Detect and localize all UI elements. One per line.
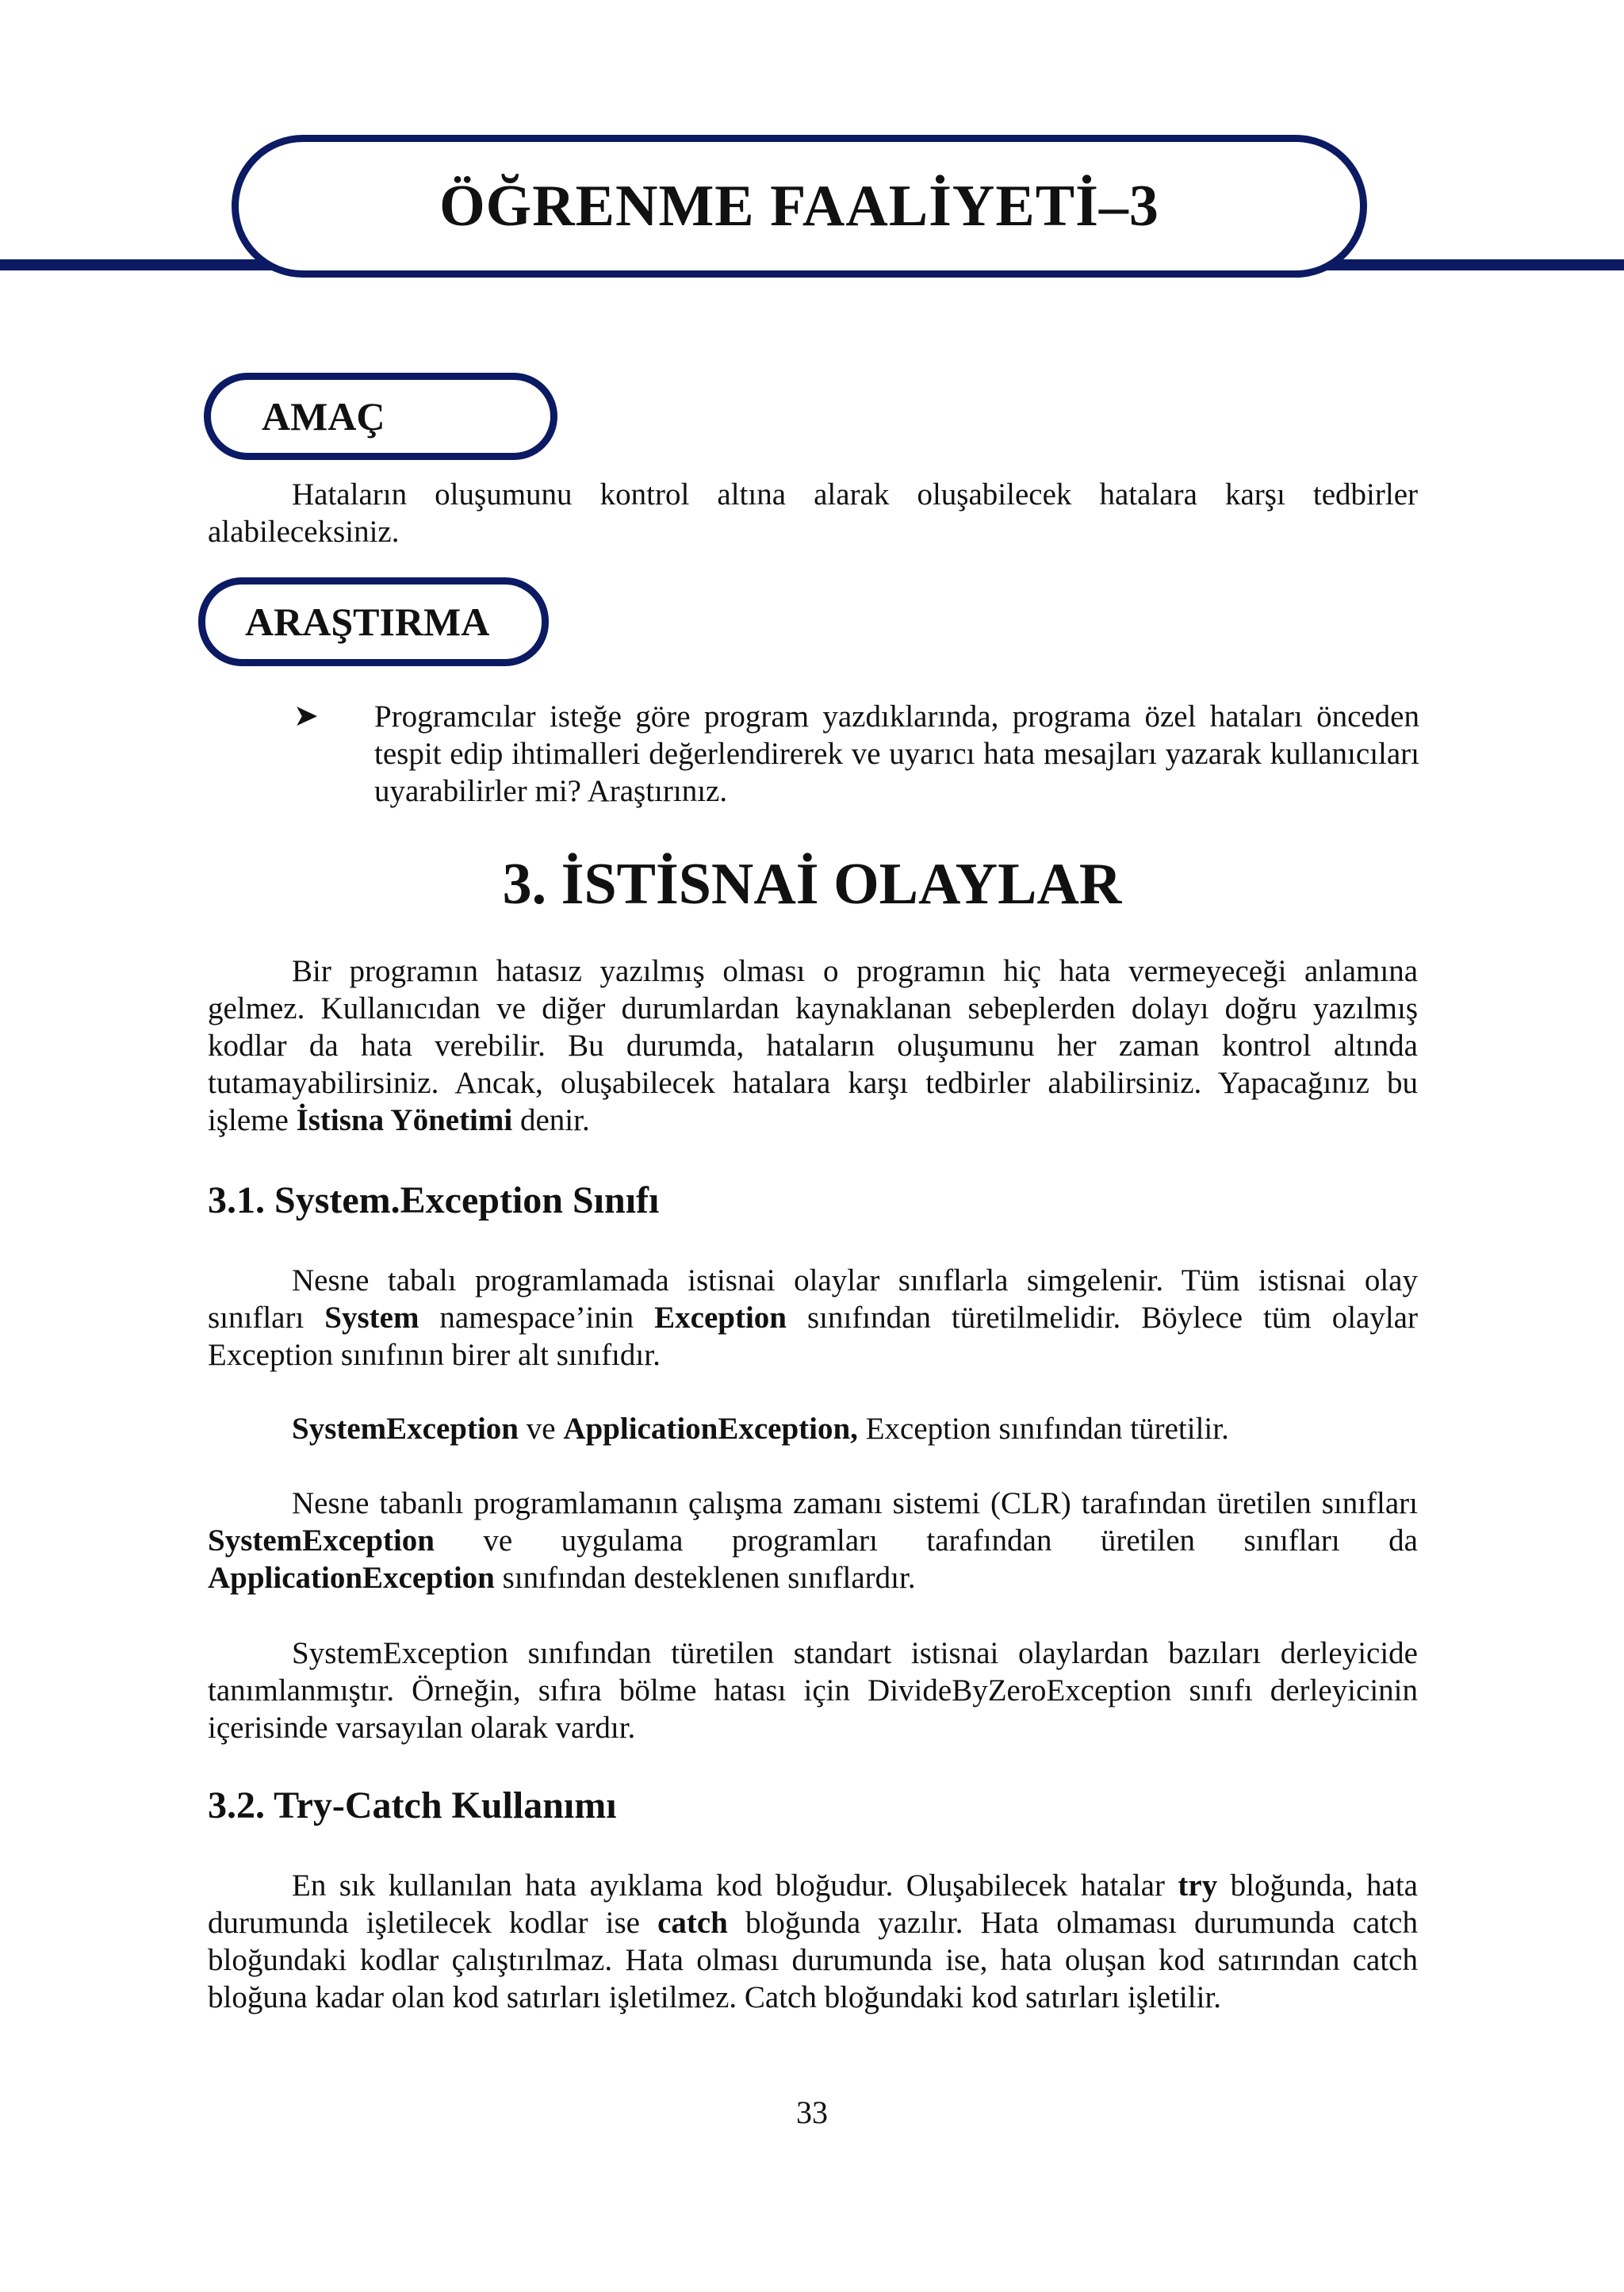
section-3-intro: Bir programın hatasız yazılmış olması o programın hiç hata vermeyeceği anlamına gelmez. Kullanıcıdan ve diğer durumlardan kaynaklanan sebeplerden dolayı doğru yazılmış kodlar da hata verebilir. Bu durumda, hataların oluşumunu her zaman kontrol altında tutamayabilirsiniz. Ancak, oluşabilecek hatalara karşı tedbirler alabilirsiniz. Yapacağınız bu işleme İstisna Yönetimi denir. — [208, 954, 1418, 1137]
arastirma-label: ARAŞTIRMA — [245, 600, 490, 644]
section-3-1-paragraph-2: SystemException ve ApplicationException, Exception sınıfından türetilir. — [292, 1412, 1229, 1446]
section-3-1-paragraph-1: Nesne tabalı programlamada istisnai olaylar sınıflarla simgelenir. Tüm istisnai olay sınıfları System namespace’inin Exception sınıfından türetilmelidir. Böylece tüm olaylar Exception sınıfının birer alt sınıfıdır. — [208, 1263, 1418, 1372]
section-3-2-heading: 3.2. Try-Catch Kullanımı — [208, 1784, 617, 1826]
section-3-heading: 3. İSTİSNAİ OLAYLAR — [502, 852, 1122, 917]
header-banner — [232, 135, 1367, 278]
page-title: ÖĞRENME FAALİYETİ–3 — [439, 173, 1159, 239]
section-3-1-paragraph-3: Nesne tabanlı programlamanın çalışma zamanı sistemi (CLR) tarafından üretilen sınıfları SystemException ve uygulama programları tarafından üretilen sınıfları da ApplicationException sınıfından desteklenen sınıflardır. — [208, 1486, 1418, 1595]
amac-label: AMAÇ — [262, 394, 385, 439]
section-3-1-heading: 3.1. System.Exception Sınıfı — [208, 1179, 660, 1221]
arastirma-label-box — [198, 577, 549, 666]
arrow-bullet-icon: ➤ — [293, 699, 319, 733]
arastirma-bullet-text: Programcılar isteğe göre program yazdıklarında, programa özel hataları önceden tespit edip ihtimalleri değerlendirerek ve uyarıcı hata mesajları yazarak kullanıcıları uyarabilirler mi? Araştırınız. — [374, 699, 1419, 808]
section-3-1-paragraph-4: SystemException sınıfından türetilen standart istisnai olaylardan bazıları derleyicide tanımlanmıştır. Örneğin, sıfıra bölme hatası için DivideByZeroException sınıfı derleyicinin içerisinde varsayılan olarak vardır. — [208, 1636, 1418, 1745]
amac-paragraph: Hataların oluşumunu kontrol altına alarak oluşabilecek hatalara karşı tedbirler alabileceksiniz. — [208, 477, 1418, 549]
page-number: 33 — [796, 2095, 828, 2130]
amac-label-box — [204, 373, 557, 460]
section-3-2-paragraph-1: En sık kullanılan hata ayıklama kod bloğudur. Oluşabilecek hatalar try bloğunda, hata durumunda işletilecek kodlar ise catch bloğunda yazılır. Hata olmaması durumunda catch bloğundaki kodlar çalıştırılmaz. Hata olması durumunda ise, hata oluşan kod satırından catch bloğuna kadar olan kod satırları işletilmez. Catch bloğundaki kod satırları işletilir. — [208, 1868, 1418, 2014]
